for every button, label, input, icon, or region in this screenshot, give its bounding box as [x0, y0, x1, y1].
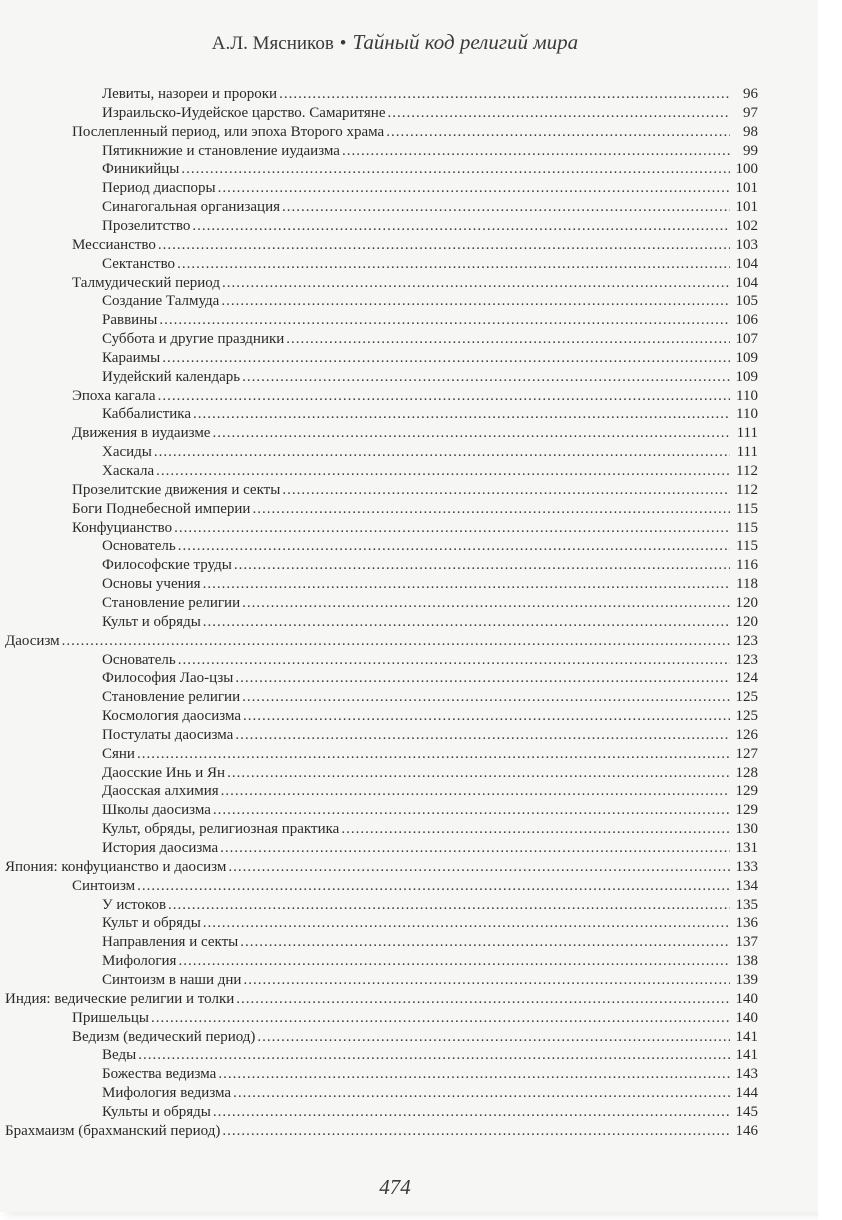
toc-entry-page: 115 [736, 538, 758, 555]
toc-entry [102, 104, 758, 123]
toc-entry-page: 145 [735, 1103, 758, 1120]
toc-entry-title: Даосские Инь и Ян [102, 764, 226, 781]
toc-entry-page: 127 [735, 745, 758, 762]
toc-leader-dots [282, 481, 730, 500]
toc-entry [102, 160, 758, 179]
toc-entry-title: Постулаты даосизма [102, 726, 234, 743]
toc-entry-title: Япония: конфуцианство и даосизм [5, 858, 227, 875]
toc-leader-dots [235, 726, 730, 745]
toc-leader-dots [203, 575, 730, 594]
toc-entry-title: Хасиды [102, 444, 152, 461]
toc-entry [102, 255, 758, 274]
toc-entry-title: Философские труды [102, 557, 232, 574]
toc-entry-page: 134 [735, 877, 758, 894]
toc-entry-title: Боги Поднебесной империи [72, 500, 251, 517]
toc-entry [102, 1103, 758, 1122]
toc-entry [102, 1046, 758, 1065]
toc-entry-title: Каббалистика [102, 406, 191, 423]
toc-leader-dots [341, 820, 730, 839]
toc-leader-dots [243, 971, 730, 990]
toc-leader-dots [174, 519, 730, 538]
toc-entry [5, 990, 758, 1009]
toc-entry-page: 131 [735, 840, 758, 856]
toc-entry-title: Брахмаизм (брахманский период) [5, 1122, 221, 1139]
toc-leader-dots [222, 274, 730, 293]
toc-leader-dots [212, 424, 730, 443]
toc-entry-page: 115 [736, 500, 758, 517]
toc-entry-page: 104 [735, 255, 758, 272]
toc-entry [102, 198, 758, 217]
toc-leader-dots [222, 1122, 730, 1141]
toc-entry-title: Божества ведизма [102, 1066, 217, 1083]
toc-entry-page: 143 [735, 1066, 758, 1083]
toc-entry-title: Синагогальная организация [102, 199, 281, 216]
toc-entry [102, 311, 758, 330]
toc-entry-page: 140 [735, 1009, 758, 1026]
toc-entry-page: 109 [735, 368, 758, 385]
toc-entry-title: Раввины [102, 312, 158, 329]
toc-leader-dots [252, 500, 730, 519]
toc-leader-dots [235, 669, 730, 688]
toc-entry [102, 575, 758, 594]
toc-entry-page: 144 [735, 1085, 758, 1102]
toc-entry [102, 1065, 758, 1084]
toc-entry-title: Даосизм [5, 632, 60, 649]
toc-entry [72, 481, 758, 500]
toc-entry-title: Культ и обряды [102, 915, 201, 932]
toc-entry-title: Сектанство [102, 255, 176, 272]
toc-entry-page: 140 [735, 990, 758, 1007]
toc-entry-title: Караимы [102, 349, 161, 366]
toc-entry [72, 877, 758, 896]
toc-leader-dots [243, 707, 730, 726]
toc-leader-dots [168, 896, 730, 915]
toc-entry [102, 651, 758, 670]
toc-entry-page: 99 [743, 142, 758, 159]
toc-leader-dots [342, 142, 730, 161]
toc-entry-page: 120 [735, 594, 758, 611]
toc-leader-dots [193, 405, 730, 424]
toc-entry [102, 801, 758, 820]
toc-leader-dots [286, 330, 730, 349]
toc-entry-title: Синтоизм [72, 877, 136, 894]
toc-entry-page: 110 [736, 406, 758, 423]
toc-leader-dots [387, 104, 730, 123]
toc-entry-page: 136 [735, 915, 758, 932]
toc-leader-dots [279, 85, 730, 104]
toc-entry-page: 125 [735, 708, 758, 725]
toc-leader-dots [178, 537, 730, 556]
toc-entry-title: Талмудический период [72, 274, 221, 291]
toc-entry-title: Культы и обряды [102, 1103, 211, 1120]
toc-entry [102, 839, 758, 858]
toc-leader-dots [213, 1103, 730, 1122]
toc-leader-dots [227, 764, 730, 783]
toc-entry [102, 726, 758, 745]
toc-leader-dots [138, 1046, 730, 1065]
toc-entry-page: 102 [735, 217, 758, 234]
toc-entry-page: 146 [735, 1122, 758, 1139]
toc-entry [102, 537, 758, 556]
toc-leader-dots [177, 255, 730, 274]
toc-leader-dots [242, 688, 730, 707]
toc-leader-dots [257, 1028, 730, 1047]
toc-entry-page: 141 [735, 1047, 758, 1064]
toc-entry-title: Даосская алхимия [102, 783, 219, 800]
toc-entry [72, 424, 758, 443]
toc-leader-dots [242, 368, 730, 387]
toc-leader-dots [236, 990, 730, 1009]
toc-leader-dots [159, 311, 730, 330]
toc-entry-title: Философия Лао-цзы [102, 670, 234, 687]
toc-leader-dots [203, 613, 730, 632]
toc-entry-page: 139 [735, 971, 758, 988]
toc-entry [5, 1122, 758, 1141]
header-separator: • [339, 33, 347, 54]
toc-entry-title: Направления и секты [102, 934, 239, 951]
toc-entry-page: 112 [736, 463, 758, 479]
toc-entry [102, 933, 758, 952]
toc-entry-page: 133 [735, 858, 758, 875]
toc-entry-title: Конфуцианство [72, 519, 173, 536]
toc-entry-title: Становление религии [102, 594, 241, 611]
toc-leader-dots [220, 839, 730, 858]
toc-leader-dots [178, 651, 730, 670]
toc-entry [5, 858, 758, 877]
toc-entry-page: 126 [735, 726, 758, 743]
toc-entry-page: 107 [735, 331, 758, 348]
toc-entry-page: 120 [735, 613, 758, 630]
toc-entry-title: Движения в иудаизме [72, 425, 211, 442]
toc-entry-page: 123 [735, 651, 758, 668]
toc-entry-title: Пятикнижие и становление иудаизма [102, 142, 340, 159]
toc-entry-title: Синтоизм в наши дни [102, 971, 242, 988]
toc-entry [102, 820, 758, 839]
toc-entry-page: 103 [735, 236, 758, 253]
toc-entry-page: 138 [735, 953, 758, 970]
toc-entry-title: Создание Талмуда [102, 293, 220, 310]
toc-entry-page: 128 [735, 764, 758, 781]
toc-entry-page: 105 [735, 293, 758, 310]
toc-entry [102, 462, 758, 481]
toc-entry [72, 274, 758, 293]
toc-leader-dots [158, 236, 730, 255]
toc-entry [102, 669, 758, 688]
author-name: А.Л. Мясников [211, 33, 334, 54]
toc-entry-page: 129 [735, 802, 758, 819]
toc-entry-title: Пришельцы [72, 1009, 149, 1026]
toc-leader-dots [192, 217, 730, 236]
toc-entry [102, 1084, 758, 1103]
toc-leader-dots [221, 782, 730, 801]
toc-entry [102, 85, 758, 104]
toc-entry-title: Становление религии [102, 689, 241, 706]
toc-entry-page: 111 [736, 425, 758, 442]
toc-leader-dots [228, 858, 730, 877]
toc-entry-title: Прозелитские движения и секты [72, 481, 281, 498]
toc-entry-page: 137 [735, 934, 758, 951]
toc-entry [102, 179, 758, 198]
book-title: Тайный код религий мира [352, 30, 579, 54]
toc-entry [72, 236, 758, 255]
toc-entry-title: У истоков [102, 896, 167, 913]
toc-entry-page: 115 [736, 519, 758, 536]
toc-entry-title: Школы даосизма [102, 802, 211, 819]
toc-entry-title: Иудейский календарь [102, 368, 241, 385]
toc-entry [102, 914, 758, 933]
toc-entry-title: Космология даосизма [102, 708, 242, 725]
toc-entry-page: 125 [735, 689, 758, 706]
toc-entry-title: Культ, обряды, религиозная практика [102, 821, 340, 838]
toc-entry-title: Суббота и другие праздники [102, 331, 285, 348]
toc-entry [72, 519, 758, 538]
toc-entry [102, 764, 758, 783]
toc-leader-dots [221, 292, 730, 311]
toc-entry [102, 349, 758, 368]
toc-entry-page: 98 [743, 123, 758, 140]
toc-entry-page: 118 [736, 576, 758, 593]
toc-entry-page: 100 [735, 161, 758, 178]
running-header [0, 30, 790, 55]
toc-leader-dots [218, 1065, 730, 1084]
toc-entry [102, 971, 758, 990]
toc-entry-title: Левиты, назореи и пророки [102, 86, 278, 102]
toc-leader-dots [154, 443, 730, 462]
toc-entry-title: Мифология [102, 953, 177, 970]
toc-leader-dots [156, 462, 730, 481]
toc-leader-dots [178, 952, 730, 971]
toc-leader-dots [234, 556, 730, 575]
toc-leader-dots [213, 801, 730, 820]
toc-entry [72, 387, 758, 406]
toc-entry-page: 116 [736, 557, 758, 574]
toc-entry-page: 104 [735, 274, 758, 291]
toc-entry-title: История даосизма [102, 840, 219, 856]
toc-entry-title: Мессианство [72, 236, 156, 253]
page-number: 474 [379, 1175, 411, 1199]
toc-entry-title: Хаскала [102, 463, 155, 479]
toc-entry-page: 135 [735, 896, 758, 913]
toc-entry [102, 443, 758, 462]
toc-entry [102, 952, 758, 971]
toc-entry [102, 405, 758, 424]
toc-entry-page: 106 [735, 312, 758, 329]
toc-leader-dots [203, 914, 730, 933]
toc-entry-title: Сяни [102, 745, 135, 762]
toc-entry [102, 368, 758, 387]
toc-entry-title: Прозелитство [102, 217, 191, 234]
toc-entry-title: Израильско-Иудейское царство. Самаритяне [102, 104, 386, 121]
toc-entry [102, 292, 758, 311]
toc-entry [102, 688, 758, 707]
page-edge [818, 0, 842, 1220]
toc-entry-page: 123 [735, 632, 758, 649]
toc-entry-page: 110 [736, 387, 758, 404]
toc-leader-dots [137, 877, 730, 896]
toc-entry-title: Эпоха кагала [72, 387, 156, 404]
toc-leader-dots [240, 933, 730, 952]
toc-entry [102, 594, 758, 613]
toc-leader-dots [233, 1084, 730, 1103]
toc-entry [102, 745, 758, 764]
toc-entry-page: 101 [735, 180, 758, 197]
toc-entry-page: 129 [735, 783, 758, 800]
toc-entry [102, 707, 758, 726]
toc-leader-dots [158, 387, 730, 406]
toc-entry-page: 111 [736, 444, 758, 461]
toc-entry [102, 613, 758, 632]
toc-leader-dots [386, 123, 730, 142]
toc-entry-title: Послепленный период, или эпоха Второго храма [72, 123, 385, 140]
toc-entry-page: 109 [735, 349, 758, 366]
toc-entry-page: 124 [735, 670, 758, 687]
toc-entry-title: Основатель [102, 538, 176, 555]
toc-entry-title: Ведизм (ведический период) [72, 1028, 256, 1045]
toc-entry-page: 130 [735, 821, 758, 838]
toc-entry [102, 896, 758, 915]
toc-leader-dots [137, 745, 730, 764]
toc-entry-title: Финикийцы [102, 161, 180, 178]
toc-entry [72, 1028, 758, 1047]
toc-entry-title: Культ и обряды [102, 613, 201, 630]
toc-entry-title: Индия: ведические религии и толки [5, 990, 235, 1007]
toc-leader-dots [151, 1009, 730, 1028]
toc-leader-dots [162, 349, 730, 368]
toc-entry [102, 330, 758, 349]
toc-leader-dots [242, 594, 730, 613]
toc-entry-page: 112 [736, 481, 758, 498]
toc-leader-dots [181, 160, 730, 179]
toc-entry-title: Мифология ведизма [102, 1085, 232, 1102]
toc-entry [102, 782, 758, 801]
toc-entry-page: 97 [743, 104, 758, 121]
toc-entry-page: 101 [735, 199, 758, 216]
toc-leader-dots [282, 198, 730, 217]
toc-entry [72, 1009, 758, 1028]
toc-entry-title: Период диаспоры [102, 180, 216, 197]
toc-leader-dots [218, 179, 730, 198]
toc-entry-title: Основы учения [102, 576, 201, 593]
toc-entry [102, 217, 758, 236]
toc-entry [5, 632, 758, 651]
toc-entry [72, 123, 758, 142]
toc-entry-title: Основатель [102, 651, 176, 668]
toc-entry-page: 96 [743, 86, 758, 102]
toc-entry [102, 556, 758, 575]
toc-entry [102, 142, 758, 161]
toc-entry [72, 500, 758, 519]
toc-entry-page: 141 [735, 1028, 758, 1045]
toc-entry-title: Веды [102, 1047, 137, 1064]
toc-leader-dots [62, 632, 730, 651]
